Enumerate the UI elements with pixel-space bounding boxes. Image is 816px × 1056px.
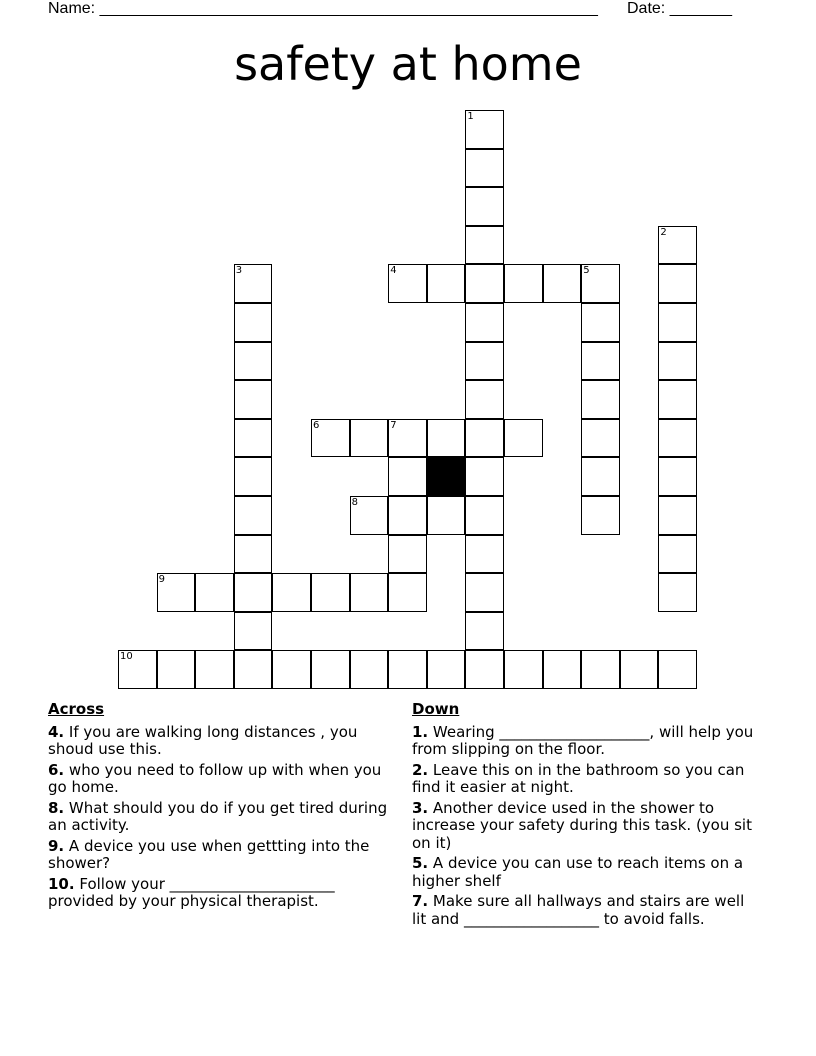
grid-cell[interactable] bbox=[581, 457, 620, 496]
clue-number: 5. bbox=[412, 854, 429, 872]
grid-cell[interactable] bbox=[118, 650, 157, 689]
grid-cell[interactable] bbox=[465, 573, 504, 612]
grid-cell[interactable] bbox=[504, 419, 543, 458]
clue-number: 3. bbox=[412, 798, 429, 817]
down-heading: Down bbox=[412, 700, 460, 718]
grid-cell[interactable] bbox=[658, 457, 697, 496]
across-clue bbox=[48, 800, 393, 835]
grid-cell[interactable] bbox=[465, 342, 504, 381]
grid-cell[interactable] bbox=[658, 650, 697, 689]
grid-cell[interactable] bbox=[311, 573, 350, 612]
grid-cell[interactable] bbox=[465, 496, 504, 535]
grid-cell[interactable] bbox=[465, 612, 504, 651]
grid-cell[interactable] bbox=[658, 573, 697, 612]
across-clue bbox=[48, 876, 393, 911]
grid-cell[interactable] bbox=[234, 650, 273, 689]
grid-cell[interactable] bbox=[658, 303, 697, 342]
grid-cell[interactable] bbox=[388, 264, 427, 303]
grid-cell[interactable] bbox=[658, 226, 697, 265]
grid-cell[interactable] bbox=[581, 264, 620, 303]
grid-cell[interactable] bbox=[581, 650, 620, 689]
grid-cell[interactable] bbox=[581, 303, 620, 342]
grid-cell[interactable] bbox=[465, 187, 504, 226]
down-clue bbox=[412, 800, 757, 853]
grid-cell[interactable] bbox=[234, 573, 273, 612]
across-clues bbox=[48, 701, 393, 914]
grid-cell[interactable] bbox=[465, 419, 504, 458]
clue-number: 2. bbox=[412, 760, 429, 779]
grid-cell[interactable] bbox=[427, 650, 466, 689]
down-clue bbox=[412, 855, 757, 890]
grid-cell[interactable] bbox=[350, 573, 389, 612]
grid-cell[interactable] bbox=[272, 573, 311, 612]
grid-cell[interactable] bbox=[620, 650, 659, 689]
grid-cell[interactable] bbox=[465, 149, 504, 188]
clue-number-label: 2 bbox=[660, 226, 667, 238]
across-heading: Across bbox=[48, 700, 105, 718]
grid-cell[interactable] bbox=[234, 535, 273, 574]
grid-cell[interactable] bbox=[388, 496, 427, 535]
across-clue bbox=[48, 838, 393, 873]
down-clues bbox=[412, 701, 757, 931]
down-clue bbox=[412, 893, 757, 928]
grid-cell[interactable] bbox=[658, 264, 697, 303]
grid-cell[interactable] bbox=[581, 380, 620, 419]
grid-cell[interactable] bbox=[311, 650, 350, 689]
grid-cell[interactable] bbox=[465, 535, 504, 574]
grid-cell[interactable] bbox=[658, 535, 697, 574]
grid-cell[interactable] bbox=[465, 650, 504, 689]
grid-cell[interactable] bbox=[465, 110, 504, 149]
grid-cell[interactable] bbox=[388, 535, 427, 574]
clue-text: A device you use when gettting into the shower? bbox=[48, 836, 370, 872]
clue-number: 9. bbox=[48, 836, 65, 855]
grid-cell[interactable] bbox=[658, 496, 697, 535]
grid-cell[interactable] bbox=[234, 380, 273, 419]
grid-cell[interactable] bbox=[350, 496, 389, 535]
clue-number-label: 8 bbox=[351, 497, 358, 508]
grid-cell[interactable] bbox=[427, 419, 466, 458]
clue-text: Make sure all hallways and stairs are well lit and __________________ to avoid falls. bbox=[412, 892, 745, 928]
black-cell bbox=[427, 457, 466, 496]
down-clue bbox=[412, 762, 757, 797]
clue-text: Leave this on in the bathroom so you can find it easier at night. bbox=[412, 760, 745, 796]
grid-cell[interactable] bbox=[504, 264, 543, 303]
clue-text: who you need to follow up with when you go home. bbox=[48, 760, 382, 796]
grid-cell[interactable] bbox=[427, 496, 466, 535]
grid-cell[interactable] bbox=[465, 226, 504, 265]
grid-cell[interactable] bbox=[195, 573, 234, 612]
grid-cell[interactable] bbox=[388, 650, 427, 689]
grid-cell[interactable] bbox=[234, 303, 273, 342]
down-clue bbox=[412, 724, 757, 759]
grid-cell[interactable] bbox=[157, 650, 196, 689]
clue-text: Wearing ____________________, will help you from slipping on the floor. bbox=[412, 722, 754, 758]
grid-cell[interactable] bbox=[234, 496, 273, 535]
clue-text: If you are walking long distances , you shoud use this. bbox=[48, 722, 358, 758]
clue-text: What should you do if you get tired during an activity. bbox=[48, 798, 388, 834]
grid-cell[interactable] bbox=[195, 650, 234, 689]
name-field[interactable]: Name: ________________________________________________________ bbox=[48, 0, 598, 17]
clue-number-label: 1 bbox=[467, 111, 474, 122]
clue-number-label: 10 bbox=[120, 651, 133, 663]
clue-number: 7. bbox=[412, 892, 429, 910]
clue-number: 6. bbox=[48, 760, 65, 779]
grid-cell[interactable] bbox=[543, 264, 582, 303]
clue-text: Follow your ______________________ provided by your physical therapist. bbox=[48, 874, 335, 910]
clue-number-label: 7 bbox=[390, 419, 397, 431]
clue-number-label: 9 bbox=[158, 574, 165, 586]
grid-cell[interactable] bbox=[465, 264, 504, 303]
clue-number: 4. bbox=[48, 722, 65, 741]
clue-number-label: 3 bbox=[235, 265, 243, 277]
across-clue bbox=[48, 724, 393, 759]
clue-number-label: 4 bbox=[390, 265, 397, 277]
puzzle-title: safety at home bbox=[234, 37, 582, 91]
grid-cell[interactable] bbox=[581, 342, 620, 381]
grid-cell[interactable] bbox=[504, 650, 543, 689]
clue-number-label: 6 bbox=[313, 419, 320, 431]
grid-cell[interactable] bbox=[658, 419, 697, 458]
grid-cell[interactable] bbox=[465, 303, 504, 342]
grid-cell[interactable] bbox=[272, 650, 311, 689]
grid-cell[interactable] bbox=[543, 650, 582, 689]
grid-cell[interactable] bbox=[465, 457, 504, 496]
grid-cell[interactable] bbox=[350, 650, 389, 689]
grid-cell[interactable] bbox=[658, 380, 697, 419]
grid-cell[interactable] bbox=[311, 419, 350, 458]
grid-cell[interactable] bbox=[234, 419, 273, 458]
grid-cell[interactable] bbox=[234, 342, 273, 381]
grid-cell[interactable] bbox=[234, 612, 273, 651]
across-clue bbox=[48, 762, 393, 797]
grid-cell[interactable] bbox=[427, 264, 466, 303]
clue-text: A device you can use to reach items on a higher shelf bbox=[412, 854, 744, 890]
clue-number-label: 5 bbox=[583, 265, 590, 277]
grid-cell[interactable] bbox=[234, 457, 273, 496]
grid-cell[interactable] bbox=[388, 419, 427, 458]
grid-cell[interactable] bbox=[658, 342, 697, 381]
clue-number: 10. bbox=[48, 874, 75, 893]
grid-cell[interactable] bbox=[581, 419, 620, 458]
grid-cell[interactable] bbox=[388, 457, 427, 496]
grid-cell[interactable] bbox=[388, 573, 427, 612]
grid-cell[interactable] bbox=[350, 419, 389, 458]
clue-text: Another device used in the shower to increase your safety during this task. (you sit on it) bbox=[412, 798, 752, 852]
grid-cell[interactable] bbox=[465, 380, 504, 419]
clue-number: 1. bbox=[412, 722, 429, 741]
grid-cell[interactable] bbox=[157, 573, 196, 612]
date-field[interactable]: Date: _______ bbox=[627, 0, 732, 17]
grid-cell[interactable] bbox=[581, 496, 620, 535]
clue-number: 8. bbox=[48, 798, 65, 817]
grid-cell[interactable] bbox=[234, 264, 273, 303]
